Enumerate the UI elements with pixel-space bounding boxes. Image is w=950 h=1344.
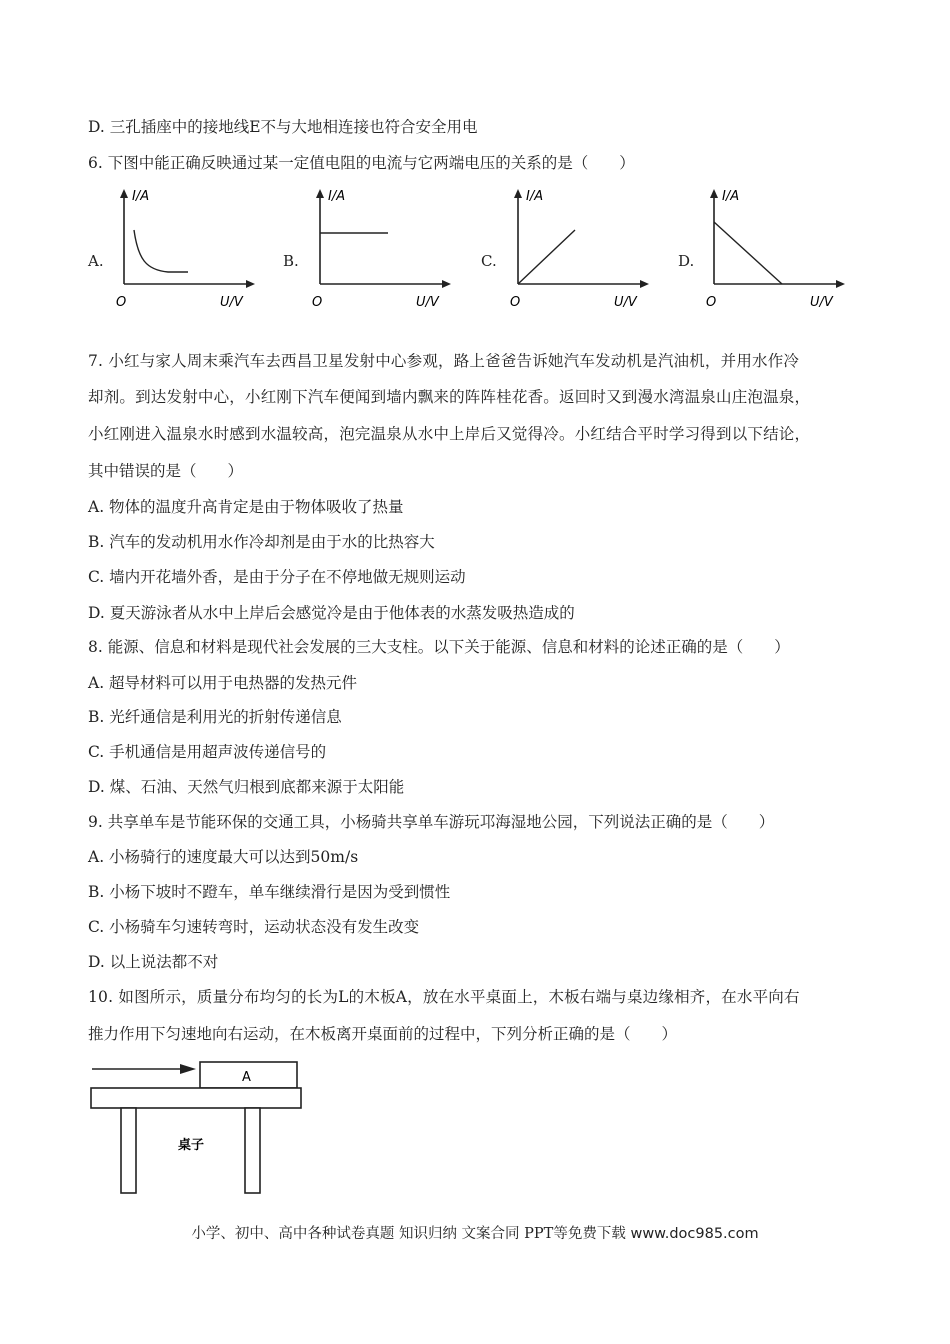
graph-a-label: A.: [88, 252, 104, 270]
graph-d-y-label: I/A: [722, 189, 740, 204]
board-a-label: A: [242, 1070, 251, 1085]
graph-b: [306, 184, 456, 314]
question-7-line-4: 其中错误的是（ ）: [88, 462, 244, 480]
graph-c-label: C.: [481, 252, 497, 270]
q8-option-a: A. 超导材料可以用于电热器的发热元件: [88, 674, 358, 692]
question-6: 6. 下图中能正确反映通过某一定值电阻的电流与它两端电压的关系的是（ ）: [88, 154, 635, 172]
q7-option-d: D. 夏天游泳者从水中上岸后会感觉冷是由于他体表的水蒸发吸热造成的: [88, 604, 575, 622]
question-9: 9. 共享单车是节能环保的交通工具，小杨骑共享单车游玩邛海湿地公园，下列说法正确的是（ ）: [88, 813, 775, 831]
graph-a: [110, 184, 260, 314]
q9-option-c: C. 小杨骑车匀速转弯时，运动状态没有发生改变: [88, 918, 420, 936]
graph-c: [504, 184, 654, 314]
q8-option-b: B. 光纤通信是利用光的折射传递信息: [88, 708, 342, 726]
graph-d: [700, 184, 850, 314]
graph-d-x-label: U/V: [810, 295, 833, 310]
graph-a-y-label: I/A: [132, 189, 150, 204]
graph-d-label: D.: [678, 252, 695, 270]
footer-url[interactable]: www.doc985.com: [630, 1226, 759, 1242]
question-10-line-1: 10. 如图所示，质量分布均匀的长为L的木板A，放在水平桌面上，木板右端与桌边缘相齐，在水平向右: [88, 988, 800, 1006]
question-7-line-3: 小红刚进入温泉水时感到水温较高，泡完温泉从水中上岸后又觉得冷。小红结合平时学习得到以下结论，: [88, 425, 811, 443]
q9-option-a: A. 小杨骑行的速度最大可以达到50m/s: [88, 848, 359, 866]
q5-option-d: D. 三孔插座中的接地线E不与大地相连接也符合安全用电: [88, 118, 478, 136]
graph-c-origin: O: [510, 295, 521, 310]
footer: [0, 1222, 950, 1243]
graph-b-x-label: U/V: [416, 295, 439, 310]
q9-option-d: D. 以上说法都不对: [88, 953, 219, 971]
footer-text: 小学、初中、高中各种试卷真题 知识归纳 文案合同 PPT等免费下载: [191, 1226, 626, 1242]
q7-option-a: A. 物体的温度升高肯定是由于物体吸收了热量: [88, 498, 404, 516]
graph-b-origin: O: [312, 295, 323, 310]
graph-c-y-label: I/A: [526, 189, 544, 204]
q8-option-c: C. 手机通信是用超声波传递信号的: [88, 743, 327, 761]
graph-b-label: B.: [283, 252, 299, 270]
graph-c-x-label: U/V: [614, 295, 637, 310]
table-label: 桌子: [178, 1138, 205, 1153]
table-figure: [88, 1058, 308, 1198]
q8-option-d: D. 煤、石油、天然气归根到底都来源于太阳能: [88, 778, 405, 796]
q7-option-b: B. 汽车的发动机用水作冷却剂是由于水的比热容大: [88, 533, 435, 551]
question-10-line-2: 推力作用下匀速地向右运动，在木板离开桌面前的过程中，下列分析正确的是（ ）: [88, 1025, 678, 1043]
q9-option-b: B. 小杨下坡时不蹬车，单车继续滑行是因为受到惯性: [88, 883, 451, 901]
graph-a-origin: O: [116, 295, 127, 310]
graph-b-y-label: I/A: [328, 189, 346, 204]
q7-option-c: C. 墙内开花墙外香，是由于分子在不停地做无规则运动: [88, 568, 466, 586]
question-7-line-2: 却剂。到达发射中心，小红刚下汽车便闻到墙内飘来的阵阵桂花香。返回时又到漫水湾温泉山庄泡温泉，: [88, 388, 811, 406]
graph-a-x-label: U/V: [220, 295, 243, 310]
graph-d-origin: O: [706, 295, 717, 310]
question-7-line-1: 7. 小红与家人周末乘汽车去西昌卫星发射中心参观，路上爸爸告诉她汽车发动机是汽油机，并用水作冷: [88, 352, 800, 370]
question-8: 8. 能源、信息和材料是现代社会发展的三大支柱。以下关于能源、信息和材料的论述正确的是（ ）: [88, 638, 790, 656]
